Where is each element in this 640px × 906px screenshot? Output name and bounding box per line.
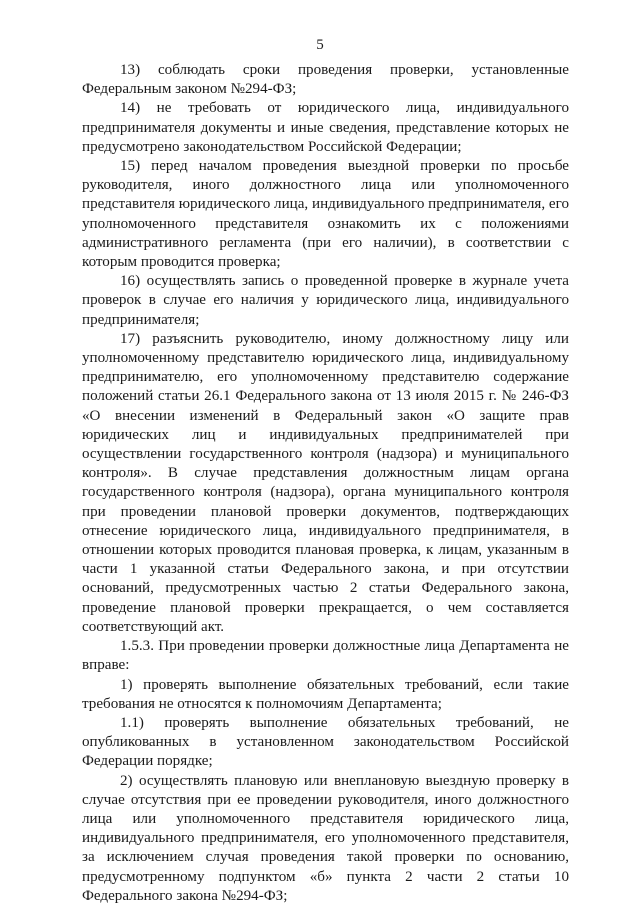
paragraph-item-14: 14) не требовать от юридического лица, индивидуального предпринимателя документы и иные сведения, представление которых не предусмотрено законодательством Российской Федерации;	[82, 100, 569, 155]
paragraph-item-17: 17) разъяснить руководителю, иному должностному лицу или уполномоченному представителю юридического лица, индивидуальному предпринимателю, его уполномоченному представителю содержание положений статьи 26.1 Федерального закона от 13 июля 2015 г. № 246-ФЗ «О внесении изменений в Федеральный закон «О защите прав юридических лиц и индивидуальных предпринимателей при осуществлении государственного контроля (надзора) и муниципального контроля». В случае представления должностным лицам органа государственного контроля (надзора), органа муниципального контроля при проведении плановой проверки документов, подтверждающих отнесение юридического лица, индивидуального предпринимателя, в отношении которых проводится плановая проверка, к лицам, указанным в части 1 указанной статьи Федерального закона, и при отсутствии оснований, предусмотренных частью 2 статьи Федерального закона, проведение плановой проверки прекращается, о чем составляется соответствующий акт.	[82, 330, 569, 635]
paragraph-item-15: 15) перед началом проведения выездной проверки по просьбе руководителя, иного должностного лица или уполномоченного представителя юридического лица, индивидуального предпринимателя, его уполномоченного представителя ознакомить их с положениями административного регламента (при его наличии), в соответствии с которым проводится проверка;	[82, 158, 569, 271]
paragraph-item-1-1: 1.1) проверять выполнение обязательных требований, не опубликованных в установленном законодательством Российской Федерации порядке;	[82, 714, 569, 770]
paragraph-item-16: 16) осуществлять запись о проведенной проверке в журнале учета проверок в случае его наличия у юридического лица, индивидуального предпринимателя;	[82, 273, 569, 328]
paragraph-item-1: 1) проверять выполнение обязательных требований, если такие требования не относятся к полномочиям Департамента;	[82, 676, 569, 712]
paragraph-item-13: 13) соблюдать сроки проведения проверки, установленные Федеральным законом №294-ФЗ;	[82, 62, 569, 98]
document-body	[82, 61, 569, 906]
paragraph-item-2: 2) осуществлять плановую или внеплановую выездную проверку в случае отсутствия при ее проведении руководителя, иного должностного лица или уполномоченного представителя юридического лица, индивидуального предпринимателя, его уполномоченного представителя, за исключением случая проведения такой проверки по основанию, предусмотренному подпунктом «б» пункта 2 части 2 статьи 10 Федерального закона №294-ФЗ;	[82, 772, 569, 904]
page-number: 5	[316, 37, 324, 53]
paragraph-section-1-5-3: 1.5.3. При проведении проверки должностные лица Департамента не вправе:	[82, 638, 569, 674]
